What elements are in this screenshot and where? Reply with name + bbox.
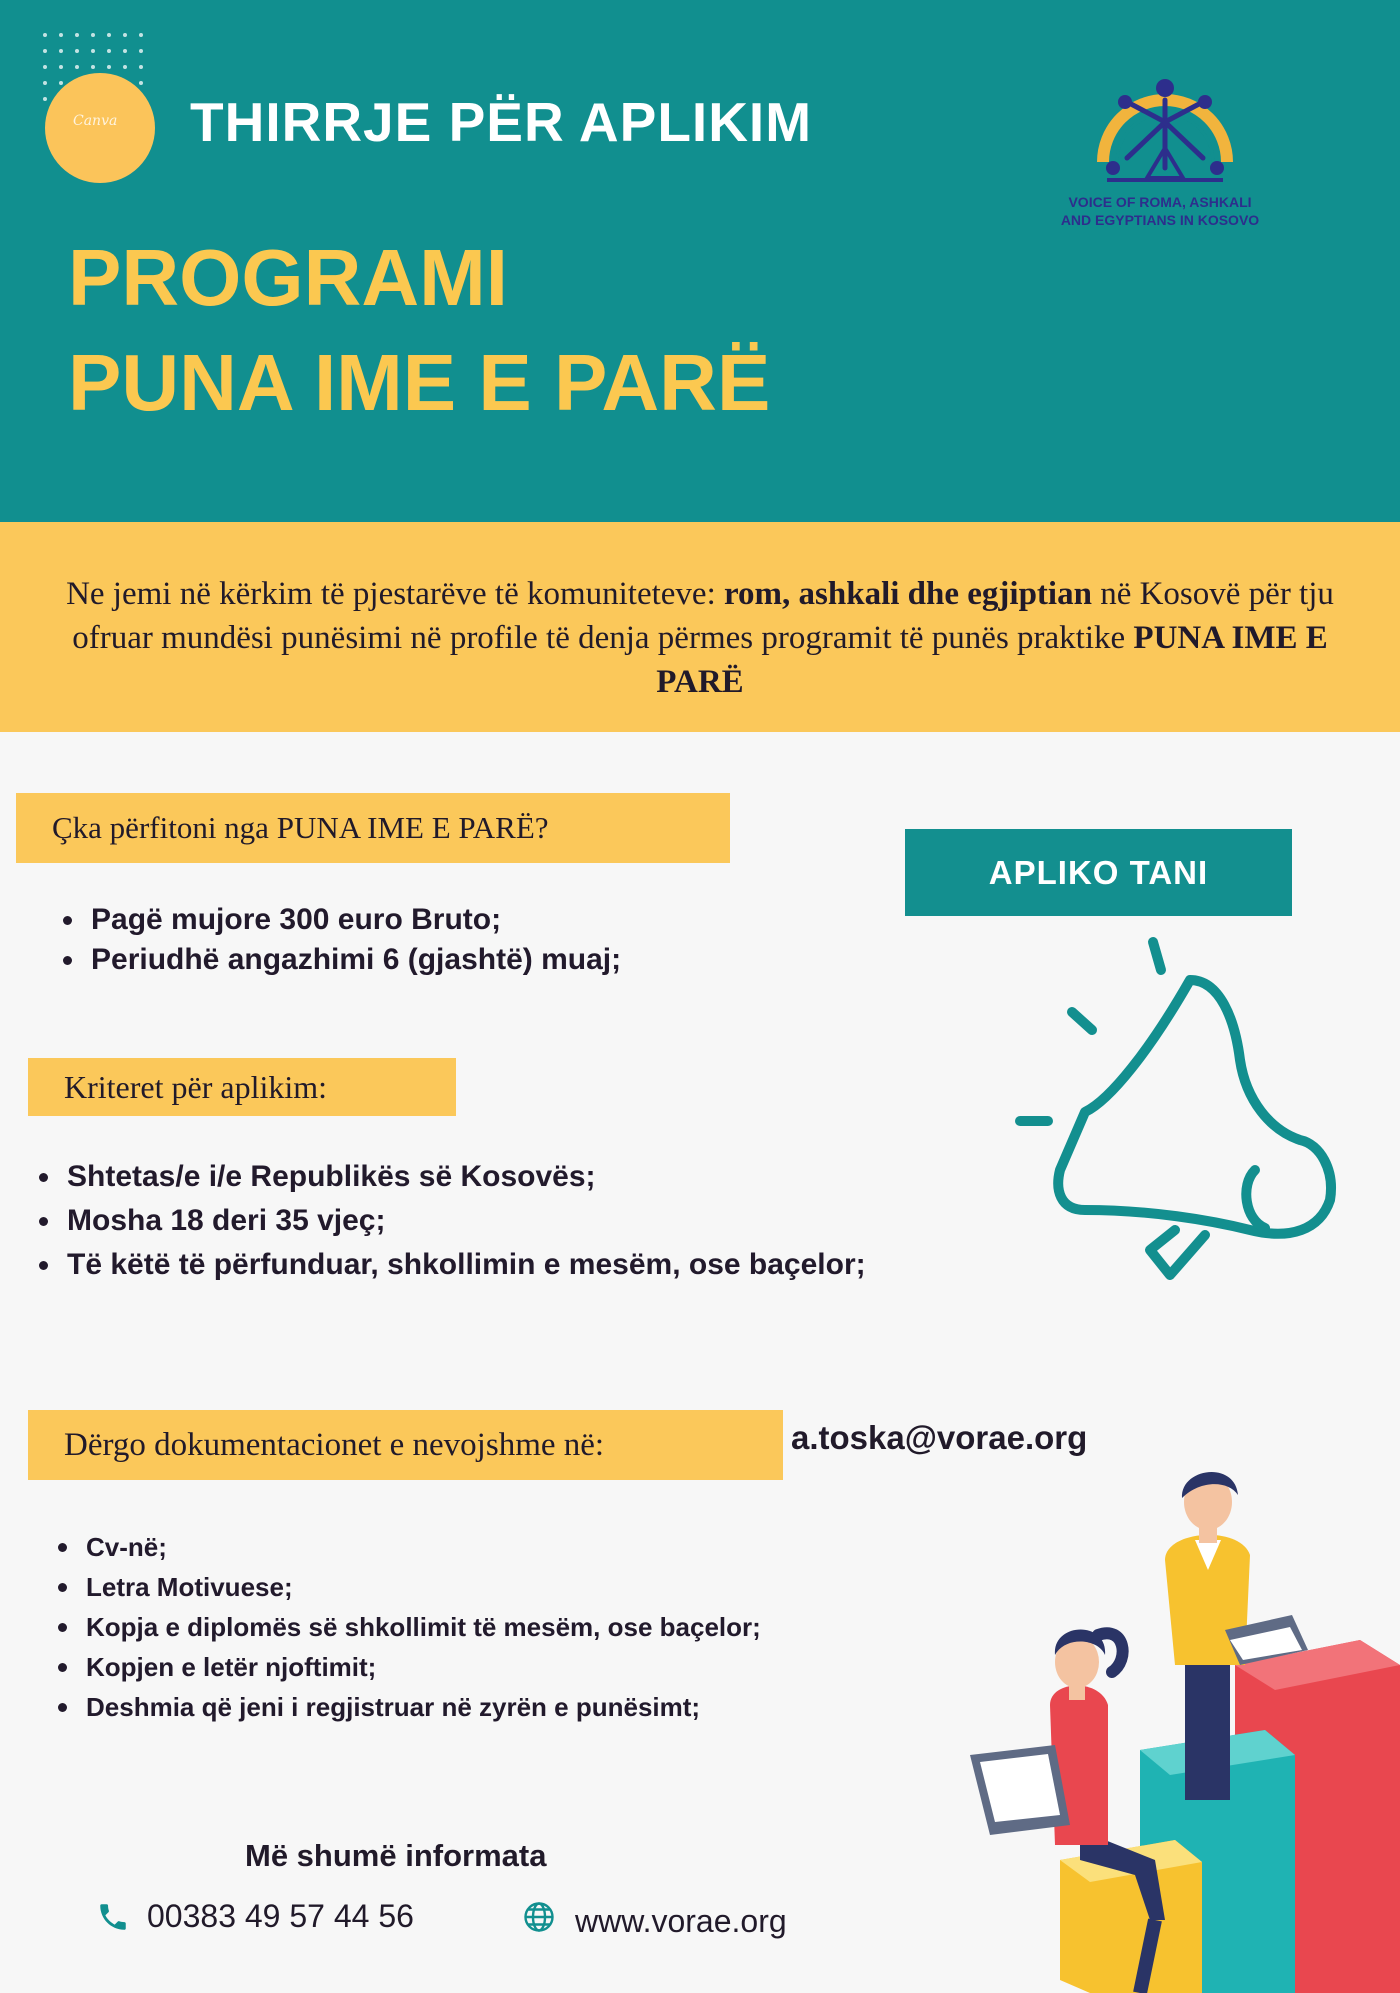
program-title-line2: PUNA IME E PARË: [68, 338, 771, 427]
contact-email[interactable]: a.toska@vorae.org: [791, 1419, 1088, 1456]
more-info-heading: Më shumë informata: [245, 1838, 547, 1873]
documents-list: [53, 1527, 973, 1727]
list-item: Deshmia që jeni i regjistruar në zyrën e punësimt;: [53, 1687, 973, 1727]
benefits-label-prefix: Çka përfitoni nga: [52, 810, 277, 845]
globe-icon: [521, 1899, 557, 1935]
program-title: [68, 225, 770, 435]
vorae-logo: [1085, 70, 1245, 190]
list-item: Kopja e diplomës së shkollimit të mesëm, ose baçelor;: [53, 1607, 973, 1647]
intro-communities: rom, ashkali dhe egjiptian: [724, 576, 1092, 612]
list-item: Të këtë të përfunduar, shkollimin e mesëm, ose baçelor;: [34, 1243, 914, 1287]
logo-caption-line1: VOICE OF ROMA, ASHKALI: [1068, 194, 1252, 210]
program-title-line1: PROGRAMI: [68, 233, 508, 322]
criteria-label: Kriteret për aplikim:: [28, 1058, 456, 1116]
benefits-label-program: PUNA IME E PARË?: [276, 810, 549, 845]
benefits-label: [16, 793, 730, 863]
list-item: Periudhë angazhimi 6 (gjashtë) muaj;: [58, 940, 838, 980]
contact-website[interactable]: www.vorae.org: [575, 1903, 787, 1939]
list-item: Kopjen e letër njoftimit;: [53, 1647, 973, 1687]
intro-part1: Ne jemi në kërkim të pjestarëve të komuniteteve:: [66, 576, 724, 612]
logo-caption-line2: AND EGYPTIANS IN KOSOVO: [1060, 212, 1260, 228]
canva-watermark: Canva: [73, 113, 118, 129]
criteria-list: [34, 1155, 914, 1287]
sun-circle-decoration: [45, 73, 155, 183]
intro-paragraph: [40, 572, 1360, 704]
megaphone-icon: [1000, 930, 1360, 1280]
intro-part2: në Kosovë për tju ofruar mundësi punësimi në profile të denja përmes programit të punës praktike: [72, 576, 1334, 656]
people-with-laptops-illustration: [940, 1450, 1400, 1993]
list-item: Pagë mujore 300 euro Bruto;: [58, 900, 838, 940]
intro-program-name: PUNA IME E PARË: [656, 620, 1328, 700]
phone-icon: [96, 1900, 130, 1934]
list-item: Cv-në;: [53, 1527, 973, 1567]
logo-caption: [1020, 193, 1300, 229]
list-item: Shtetas/e i/e Republikës së Kosovës;: [34, 1155, 914, 1199]
call-title: THIRRJE PËR APLIKIM: [190, 91, 813, 153]
benefits-list: [58, 900, 838, 980]
list-item: Letra Motivuese;: [53, 1567, 973, 1607]
contact-phone[interactable]: 00383 49 57 44 56: [147, 1898, 414, 1934]
apply-now-button[interactable]: APLIKO TANI: [905, 829, 1292, 916]
header-banner: [0, 0, 1400, 522]
list-item: Mosha 18 deri 35 vjeç;: [34, 1199, 914, 1243]
documents-label: Dërgo dokumentacionet e nevojshme në:: [28, 1410, 783, 1480]
